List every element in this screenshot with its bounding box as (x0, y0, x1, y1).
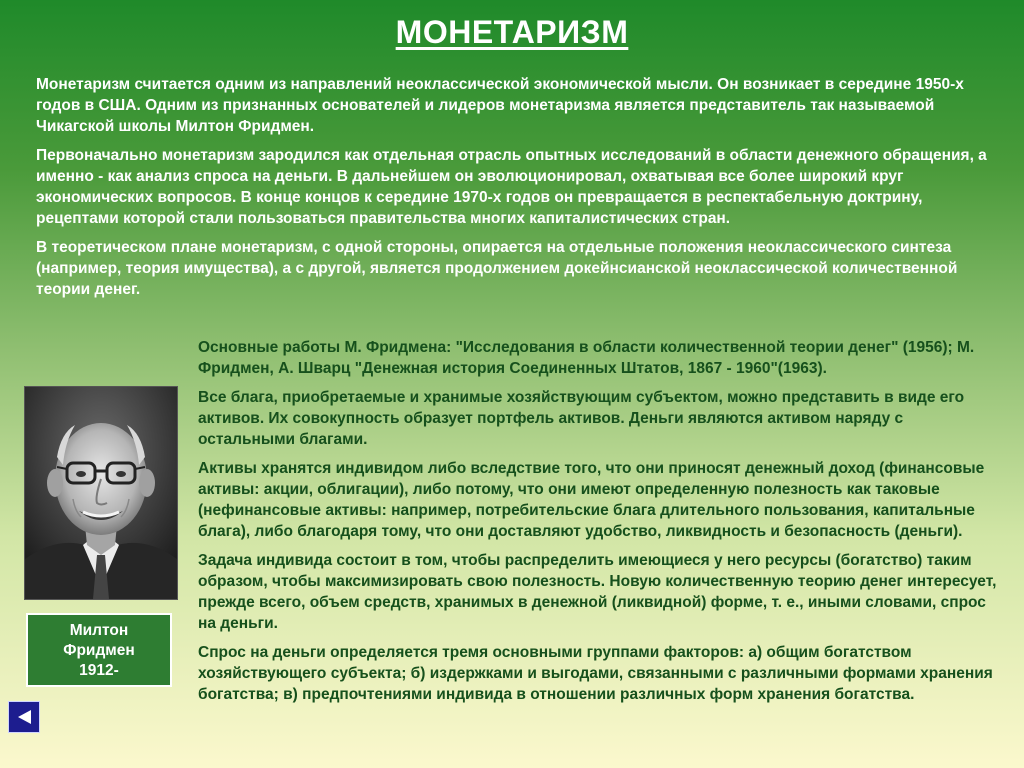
back-arrow-icon (15, 708, 33, 726)
main-paragraph: Спрос на деньги определяется тремя основными группами факторов: а) общим богатством хозяйствующего субъекта; б) издержками и выгодами, связанными с различными формами хранения богатства; в) предпочтениями индивида в отношении различных форм хранения богатства. (198, 644, 993, 703)
portrait-caption (26, 613, 172, 687)
portrait-image (25, 387, 177, 599)
main-paragraph: Все блага, приобретаемые и хранимые хозяйствующим субъектом, можно представить в виде его активов. Их совокупность образует портфель активов. Деньги являются активом наряду с остальными благами. (198, 389, 965, 448)
intro-paragraph: В теоретическом плане монетаризм, с одной стороны, опирается на отдельные положения неоклассического синтеза (например, теория имущества), а с другой, является продолжением докейнсианской неоклассической количественной теории денег. (36, 239, 958, 298)
intro-paragraph: Первоначально монетаризм зародился как отдельная отрасль опытных исследований в области денежного обращения, а именно - как анализ спроса на деньги. В дальнейшем он эволюционировал, охватывая все более широкий круг экономических вопросов. В конце концов к середине 1970-х годов он превращается в респектабельную доктрину, рецептами которой стали пользоваться правительства многих капиталистических стран. (36, 147, 987, 227)
caption-years: 1912- (79, 662, 119, 679)
main-text (198, 337, 998, 713)
portrait-photo (24, 386, 178, 600)
caption-last-name: Фридмен (63, 642, 135, 659)
intro-paragraph: Монетаризм считается одним из направлений неоклассической экономической мысли. Он возникает в середине 1950-х годов в США. Одним из признанных основателей и лидеров монетаризма является представитель так называемой Чикагской школы Милтон Фридмен. (36, 76, 964, 135)
main-paragraph: Активы хранятся индивидом либо вследствие того, что они приносят денежный доход (финансовые активы: акции, облигации), либо потому, что они имеют определенную полезность как таковые (нефинансовые активы: например, потребительские блага длительного пользования, капитальные блага), либо благодаря тому, что они доставляют удобство, ликвидность и безопасность (деньги). (198, 460, 985, 540)
caption-first-name: Милтон (69, 622, 129, 639)
main-paragraph: Задача индивида состоит в том, чтобы распределить имеющиеся у него ресурсы (богатство) таким образом, чтобы максимизировать свою полезность. Новую количественную теорию денег интересует, прежде всего, объем средств, хранимых в денежной (ликвидной) форме, т. е., иными словами, спрос на деньги. (198, 552, 997, 632)
back-button[interactable] (8, 701, 40, 733)
main-paragraph: Основные работы М. Фридмена: "Исследования в области количественной теории денег" (1956); М. Фридмен, А. Шварц "Денежная история Соединенных Штатов, 1867 - 1960"(1963). (198, 339, 975, 377)
intro-text (36, 74, 996, 308)
page-title: МОНЕТАРИЗМ (395, 14, 629, 50)
